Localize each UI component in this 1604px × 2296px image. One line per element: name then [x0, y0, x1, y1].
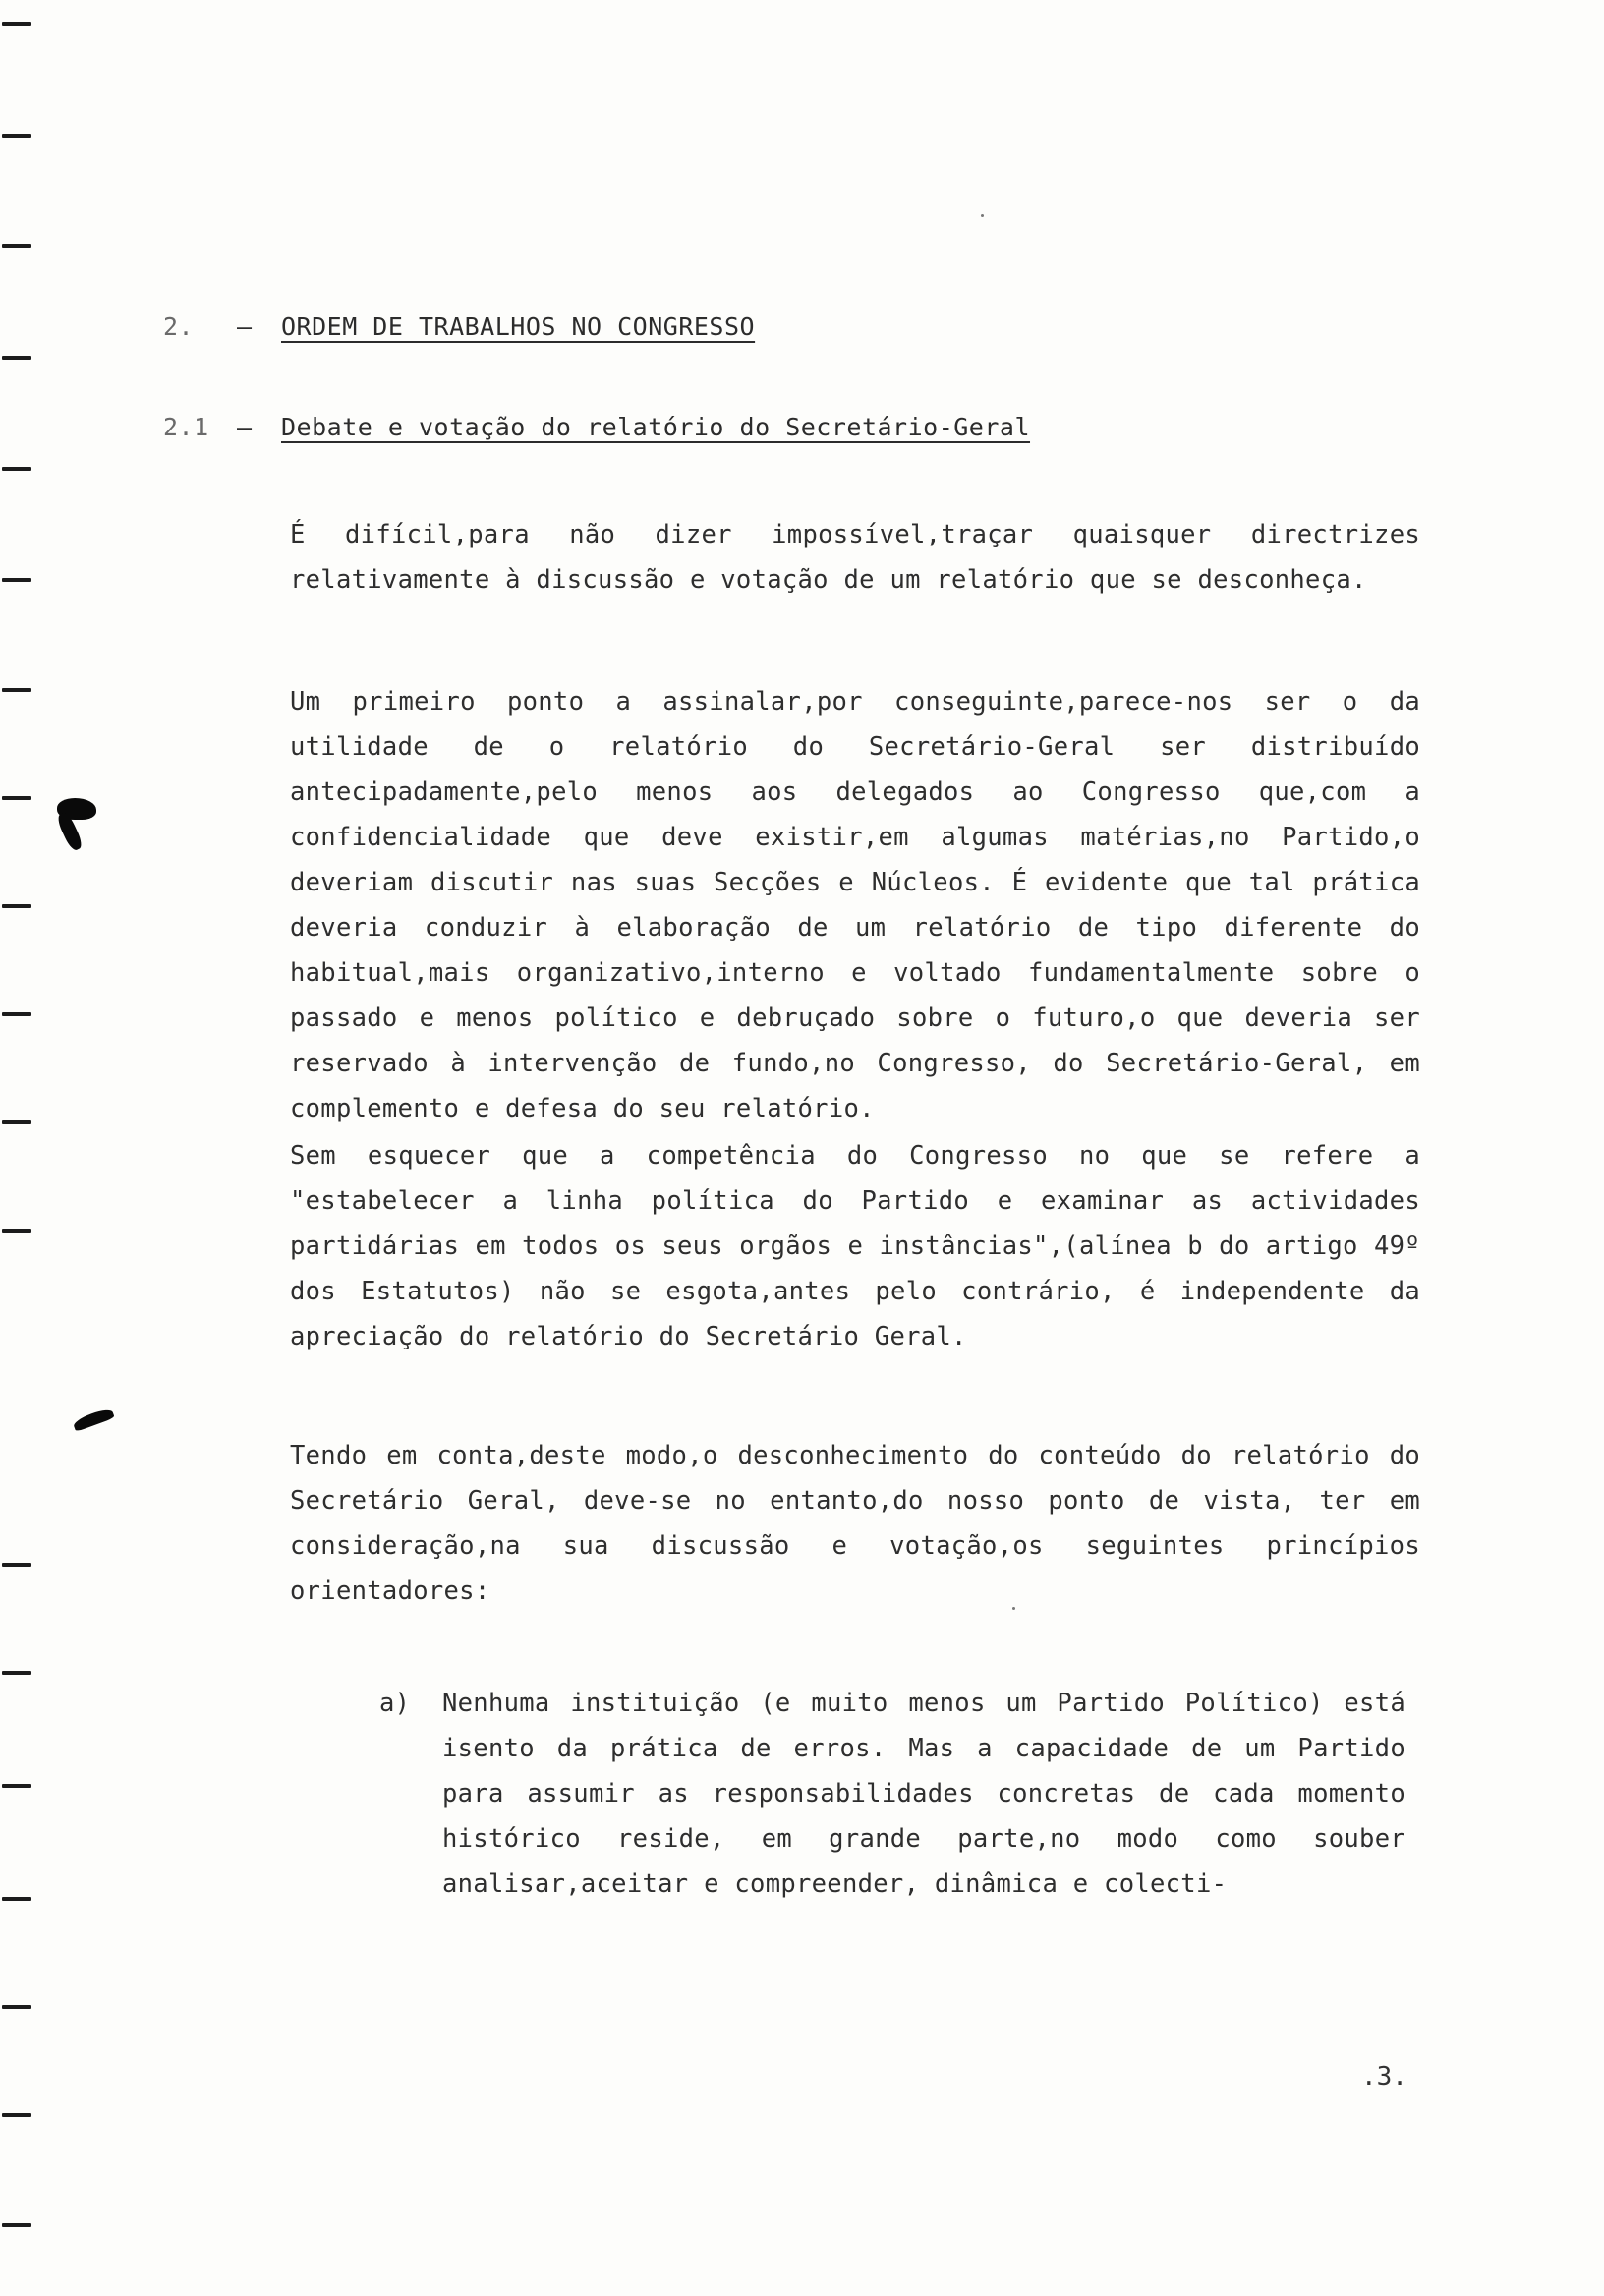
binder-mark: [2, 467, 31, 471]
binder-mark: [2, 1897, 31, 1901]
binder-mark: [2, 904, 31, 908]
binder-mark: [2, 1671, 31, 1675]
subsection-heading: [163, 413, 1030, 441]
subsection-title: Debate e votação do relatório do Secretário-Geral: [281, 413, 1031, 441]
paragraph: Um primeiro ponto a assinalar,por conseguinte,parece-nos ser o da utilidade de o relatório do Secretário-Geral ser distribuído antecipadamente,pelo menos aos delegados ao Congresso que,com a confidencialidade que deve existir,em algumas matérias,no Partido,o deveriam discutir nas suas Secções e Núcleos. É evidente que tal prática deveria conduzir à elaboração de um relatório de tipo diferente do habitual,mais organizativo,interno e voltado fundamentalmente sobre o passado e menos político e debruçado sobre o futuro,o que deveria ser reservado à intervenção de fundo,no Congresso, do Secretário-Geral, em complemento e defesa do seu relatório.: [290, 687, 1420, 1123]
paragraph: Sem esquecer que a competência do Congresso no que se refere a "estabelecer a linha política do Partido e examinar as actividades partidárias em todos os seus orgãos e instâncias",(alínea b do artigo 49º dos Estatutos) não se esgota,antes pelo contrário, é independente da apreciação do relatório do Secretário Geral.: [290, 1141, 1420, 1351]
list-marker: a): [379, 1689, 411, 1718]
section-title: ORDEM DE TRABALHOS NO CONGRESSO: [281, 313, 756, 341]
binder-mark: [2, 796, 31, 800]
binder-mark: [2, 22, 31, 26]
binder-mark: [2, 1120, 31, 1124]
binder-mark: [2, 356, 31, 360]
page-number: .3.: [1361, 2062, 1407, 2092]
subsection-number: 2.1: [163, 413, 209, 441]
binder-mark: [2, 1563, 31, 1567]
binder-mark: [2, 578, 31, 582]
paragraph: Tendo em conta,deste modo,o desconhecimento do conteúdo do relatório do Secretário Geral, deve-se no entanto,do nosso ponto de vista, ter em consideração,na sua discussão e votação,os seguintes princípios orientadores:: [290, 1441, 1420, 1606]
binder-mark: [2, 1012, 31, 1016]
section-heading: [163, 313, 755, 341]
binder-mark: [2, 134, 31, 138]
section-number: 2.: [163, 313, 195, 341]
paragraph: É difícil,para não dizer impossível,traçar quaisquer directrizes relativamente à discussão e votação de um relatório que se desconheça.: [290, 520, 1420, 595]
list-item-text: Nenhuma instituição (e muito menos um Partido Político) está isento da prática de erros. Mas a capacidade de um Partido para assumir as responsabilidades concretas de cada momento histórico reside, em grande parte,no modo como souber analisar,aceitar e compreender, dinâmica e colecti-: [442, 1689, 1405, 1899]
ink-blot: [72, 1406, 115, 1432]
subsection-dash: –: [237, 413, 253, 441]
speck: [981, 214, 984, 217]
binder-mark: [2, 2113, 31, 2117]
binder-mark: [2, 2005, 31, 2009]
binder-mark: [2, 688, 31, 692]
section-dash: –: [237, 313, 253, 341]
binder-mark: [2, 1229, 31, 1233]
binder-mark: [2, 244, 31, 248]
binder-mark: [2, 1784, 31, 1788]
binder-mark: [2, 2223, 31, 2227]
